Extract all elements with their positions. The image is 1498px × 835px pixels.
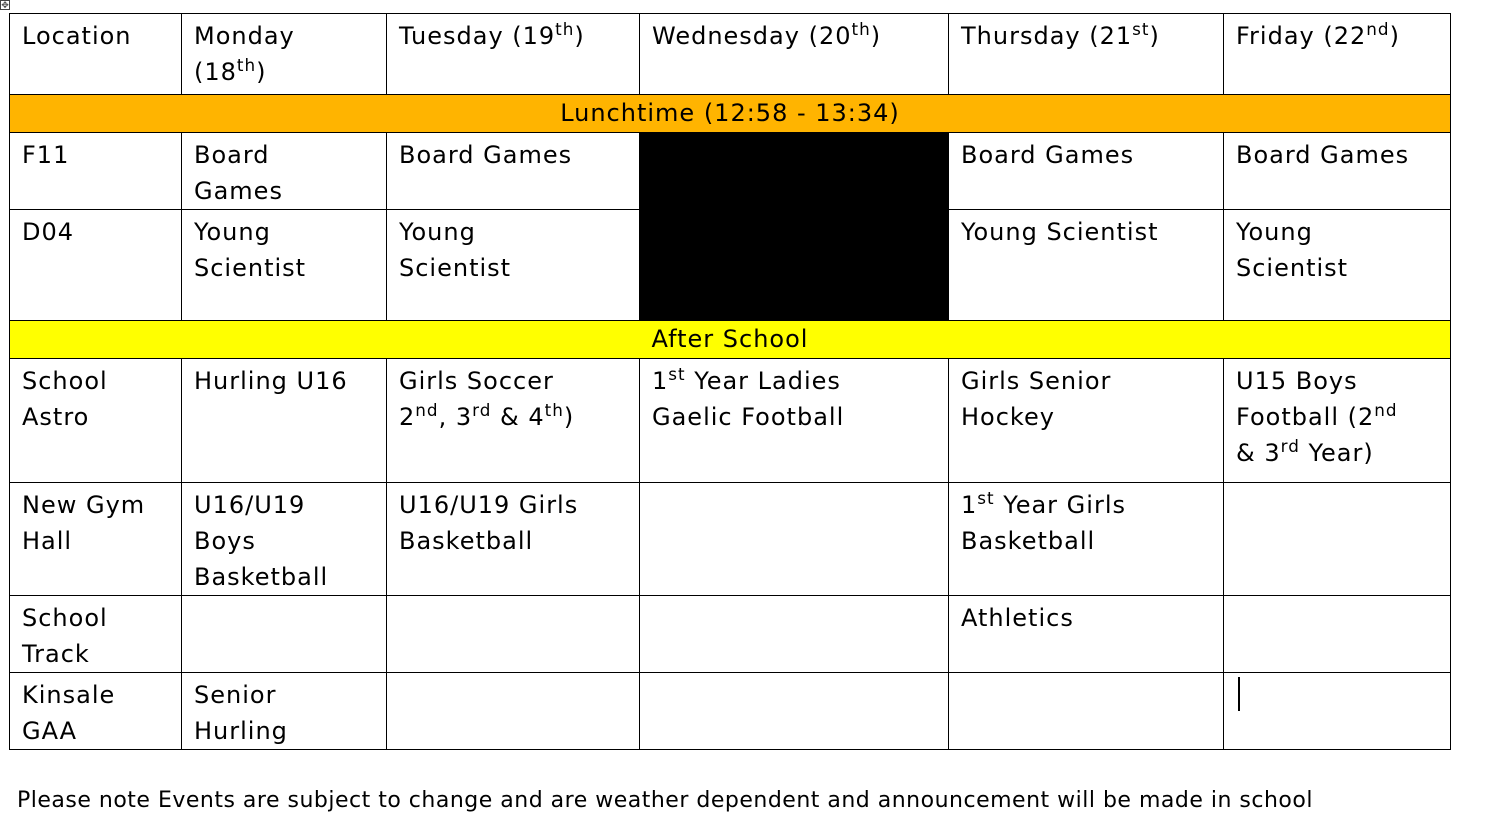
location-text: School Track: [22, 604, 108, 668]
location-text: School Astro: [22, 367, 108, 431]
thursday-cell[interactable]: [949, 359, 1224, 483]
wednesday-cell[interactable]: [640, 359, 949, 483]
header-tuesday[interactable]: [387, 14, 640, 95]
activity-text: Board Games: [194, 141, 283, 205]
text-cursor: [1238, 677, 1240, 711]
location-text: D04: [22, 218, 75, 246]
table-row: [10, 673, 1451, 750]
location-cell[interactable]: [10, 596, 182, 673]
thursday-cell[interactable]: [949, 596, 1224, 673]
wednesday-cell[interactable]: [640, 673, 949, 750]
activity-text: Athletics: [961, 604, 1074, 632]
location-text: New Gym Hall: [22, 491, 146, 555]
header-monday-text: Monday (18th): [194, 22, 295, 86]
header-monday[interactable]: [182, 14, 387, 95]
activity-text: Hurling U16: [194, 367, 348, 395]
friday-cell[interactable]: [1224, 210, 1451, 321]
after-school-band[interactable]: [10, 321, 1451, 359]
activity-text: Young Scientist: [1236, 218, 1349, 282]
monday-cell[interactable]: [182, 359, 387, 483]
activity-text: U15 Boys Football (2nd & 3rd Year): [1236, 367, 1398, 467]
table-row: [10, 133, 1451, 210]
header-thursday[interactable]: [949, 14, 1224, 95]
wednesday-cell-blacked-out[interactable]: [640, 133, 949, 210]
wednesday-cell[interactable]: [640, 483, 949, 596]
monday-cell[interactable]: [182, 483, 387, 596]
location-text: F11: [22, 141, 70, 169]
wednesday-cell-blacked-out[interactable]: [640, 210, 949, 321]
activity-text: 1st Year Girls Basketball: [961, 488, 1126, 555]
tuesday-cell[interactable]: [387, 210, 640, 321]
lunchtime-band-row: [10, 95, 1451, 133]
location-cell[interactable]: [10, 133, 182, 210]
header-tuesday-text: Tuesday (19th): [399, 19, 585, 50]
activity-text: Board Games: [1236, 141, 1410, 169]
tuesday-cell[interactable]: [387, 673, 640, 750]
activity-text: Girls Senior Hockey: [961, 367, 1112, 431]
header-friday-text: Friday (22nd): [1236, 19, 1400, 50]
location-text: Kinsale GAA: [22, 681, 116, 745]
location-cell[interactable]: [10, 673, 182, 750]
header-location[interactable]: [10, 14, 182, 95]
table-row: [10, 596, 1451, 673]
activity-text: U16/U19 Girls Basketball: [399, 491, 579, 555]
friday-cell[interactable]: [1224, 596, 1451, 673]
header-row: [10, 14, 1451, 95]
monday-cell[interactable]: [182, 673, 387, 750]
table-row: [10, 210, 1451, 321]
header-thursday-text: Thursday (21st): [961, 19, 1160, 50]
friday-cell[interactable]: [1224, 673, 1451, 750]
monday-cell[interactable]: [182, 596, 387, 673]
friday-cell[interactable]: [1224, 483, 1451, 596]
activity-text: Board Games: [399, 141, 573, 169]
footnote: Please note Events are subject to change and are weather dependent and announcement will be made in school: [17, 788, 1313, 813]
thursday-cell[interactable]: [949, 673, 1224, 750]
activity-schedule-table: [9, 13, 1451, 750]
thursday-cell[interactable]: [949, 133, 1224, 210]
monday-cell[interactable]: [182, 133, 387, 210]
location-cell[interactable]: [10, 210, 182, 321]
activity-text: 1st Year Ladies Gaelic Football: [652, 364, 845, 431]
thursday-cell[interactable]: [949, 483, 1224, 596]
header-location-text: Location: [22, 22, 132, 50]
activity-text: Young Scientist: [961, 218, 1159, 246]
header-wednesday-text: Wednesday (20th): [652, 19, 882, 50]
thursday-cell[interactable]: [949, 210, 1224, 321]
activity-text: Young Scientist: [399, 218, 512, 282]
location-cell[interactable]: [10, 483, 182, 596]
friday-cell[interactable]: [1224, 133, 1451, 210]
monday-cell[interactable]: [182, 210, 387, 321]
after-school-band-label: After School: [651, 325, 809, 353]
wednesday-cell[interactable]: [640, 596, 949, 673]
header-wednesday[interactable]: [640, 14, 949, 95]
after-school-band-row: [10, 321, 1451, 359]
activity-text: Senior Hurling: [194, 681, 288, 745]
table-move-handle-icon[interactable]: ✥: [1, 1, 9, 11]
header-friday[interactable]: [1224, 14, 1451, 95]
activity-text: Board Games: [961, 141, 1135, 169]
tuesday-cell[interactable]: [387, 133, 640, 210]
table-row: [10, 359, 1451, 483]
friday-cell[interactable]: [1224, 359, 1451, 483]
lunchtime-band[interactable]: [10, 95, 1451, 133]
activity-text: Girls Soccer 2nd, 3rd & 4th): [399, 367, 575, 431]
lunchtime-band-label: Lunchtime (12:58 - 13:34): [560, 99, 900, 127]
activity-text: Young Scientist: [194, 218, 307, 282]
tuesday-cell[interactable]: [387, 359, 640, 483]
tuesday-cell[interactable]: [387, 596, 640, 673]
activity-text: U16/U19 Boys Basketball: [194, 491, 329, 591]
table-row: [10, 483, 1451, 596]
location-cell[interactable]: [10, 359, 182, 483]
tuesday-cell[interactable]: [387, 483, 640, 596]
